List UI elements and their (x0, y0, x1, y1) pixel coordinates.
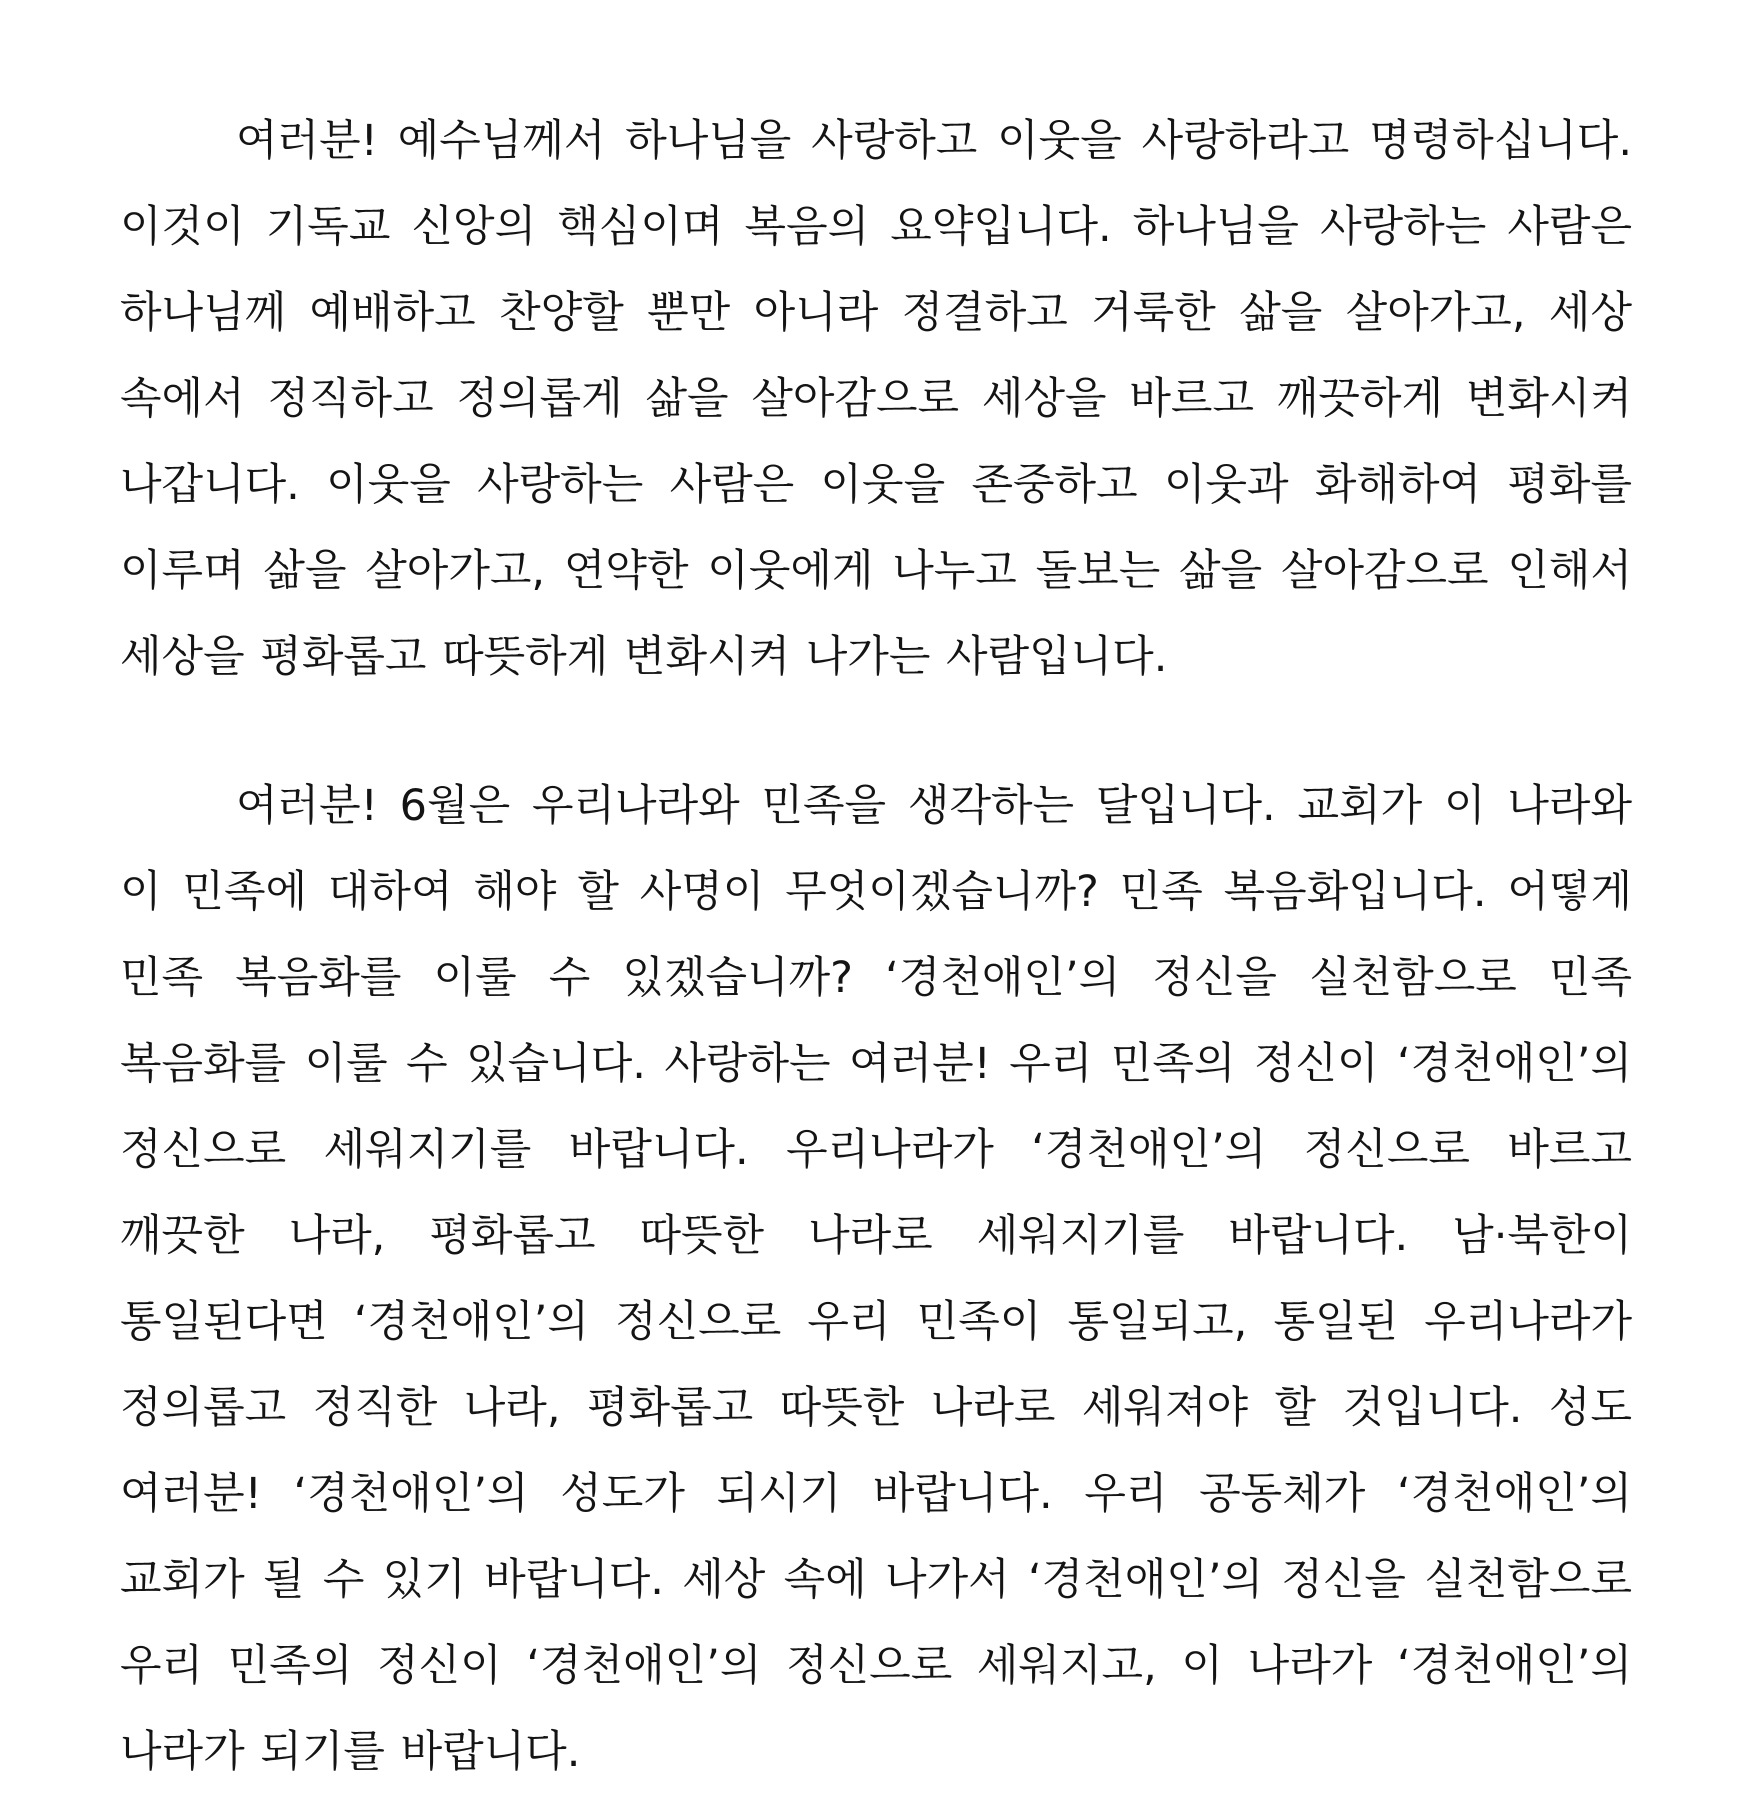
paragraph-national-evangelization: 여러분! 6월은 우리나라와 민족을 생각하는 달입니다. 교회가 이 나라와 이 민족에 대하여 해야 할 사명이 무엇이겠습니까? 민족 복음화입니다. 어떻게 민족 복음화를 이룰 수 있겠습니까? ‘경천애인’의 정신을 실천함으로 민족 복음화를 이룰 수 있습니다. 사랑하는 여러분! 우리 민족의 정신이 ‘경천애인’의 정신으로 세워지기를 바랍니다. 우리나라가 ‘경천애인’의 정신으로 바르고 깨끗한 나라, 평화롭고 따뜻한 나라로 세워지기를 바랍니다. 남·북한이 통일된다면 ‘경천애인’의 정신으로 우리 민족이 통일되고, 통일된 우리나라가 정의롭고 정직한 나라, 평화롭고 따뜻한 나라로 세워져야 할 것입니다. 성도 여러분! ‘경천애인’의 성도가 되시기 바랍니다. 우리 공동체가 ‘경천애인’의 교회가 될 수 있기 바랍니다. 세상 속에 나가서 ‘경천애인’의 정신을 실천함으로 우리 민족의 정신이 ‘경천애인’의 정신으로 세워지고, 이 나라가 ‘경천애인’의 나라가 되기를 바랍니다. (120, 781, 1632, 1777)
paragraph-love-god-and-neighbor: 여러분! 예수님께서 하나님을 사랑하고 이웃을 사랑하라고 명령하십니다. 이것이 기독교 신앙의 핵심이며 복음의 요약입니다. 하나님을 사랑하는 사람은 하나님께 예배하고 찬양할 뿐만 아니라 정결하고 거룩한 삶을 살아가고, 세상 속에서 정직하고 정의롭게 삶을 살아감으로 세상을 바르고 깨끗하게 변화시켜 나갑니다. 이웃을 사랑하는 사람은 이웃을 존중하고 이웃과 화해하여 평화를 이루며 삶을 살아가고, 연약한 이웃에게 나누고 돌보는 삶을 살아감으로 인해서 세상을 평화롭고 따뜻하게 변화시켜 나가는 사람입니다. (120, 116, 1632, 682)
